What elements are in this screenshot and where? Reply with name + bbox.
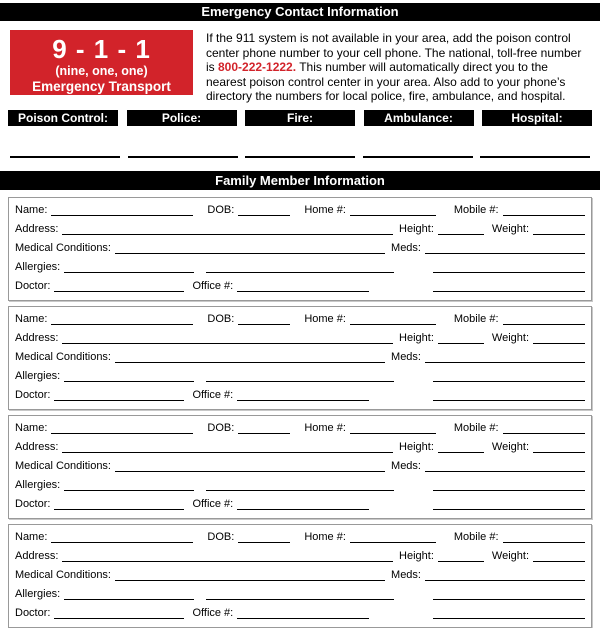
meds-label: Meds: [391, 459, 421, 472]
member-row-medical [15, 348, 585, 367]
family-member-block [8, 524, 592, 628]
member-row-name [15, 528, 585, 547]
mobile-number-field-line[interactable] [503, 324, 585, 325]
row-spacer [369, 386, 429, 405]
office-number-label: Office #: [192, 388, 234, 401]
allergies-label: Allergies: [15, 260, 61, 273]
meds-continuation-line-2[interactable] [433, 400, 585, 401]
mobile-number-label: Mobile #: [453, 530, 499, 543]
medical-conditions-field-line[interactable] [115, 362, 385, 363]
member-row-medical [15, 239, 585, 258]
family-member-block [8, 306, 592, 410]
member-row-medical [15, 457, 585, 476]
poison-note-text-after: This number will automatically direct you to the nearest poison control center in your area. Also add to your phone’s directory the numbers for local police, fire, ambulance, and hospital. [206, 60, 566, 104]
office-number-field-line[interactable] [237, 618, 369, 619]
height-field-line[interactable] [438, 561, 484, 562]
weight-field-line[interactable] [533, 234, 585, 235]
dob-field-line[interactable] [238, 215, 290, 216]
allergies-continuation-line[interactable] [206, 490, 394, 491]
member-row-allergies [15, 585, 585, 604]
contact-label-hospital: Hospital: [482, 110, 592, 126]
poison-note-text-before: If the 911 system is not available in your area, add the poison control center phone number to your cell phone. The national, toll-free number is [206, 31, 582, 75]
row-spacer [394, 585, 429, 604]
member-row-medical [15, 566, 585, 585]
family-members-list [8, 197, 592, 628]
poison-control-note [206, 31, 590, 104]
name-label: Name: [15, 312, 48, 325]
meds-label: Meds: [391, 568, 421, 581]
home-number-label: Home #: [304, 421, 346, 434]
meds-continuation-line-2[interactable] [433, 509, 585, 510]
allergies-field-line[interactable] [64, 490, 194, 491]
row-spacer [394, 367, 429, 386]
home-number-label: Home #: [304, 530, 346, 543]
name-label: Name: [15, 530, 48, 543]
home-number-field-line[interactable] [350, 324, 436, 325]
member-row-allergies [15, 258, 585, 277]
address-field-line[interactable] [62, 452, 393, 453]
home-number-label: Home #: [304, 203, 346, 216]
medical-conditions-label: Medical Conditions: [15, 350, 111, 363]
dob-label: DOB: [207, 312, 235, 325]
member-row-doctor [15, 604, 585, 623]
home-number-field-line[interactable] [350, 542, 436, 543]
badge-911-number: 9 - 1 - 1 [52, 34, 151, 64]
office-number-label: Office #: [192, 606, 234, 619]
intro-section [10, 30, 590, 110]
office-number-label: Office #: [192, 279, 234, 292]
hospital-blank-line[interactable] [480, 156, 590, 158]
office-number-field-line[interactable] [237, 291, 369, 292]
member-row-address [15, 438, 585, 457]
allergies-label: Allergies: [15, 587, 61, 600]
address-field-line[interactable] [62, 561, 393, 562]
contact-label-poison-control: Poison Control: [8, 110, 118, 126]
mobile-number-label: Mobile #: [453, 203, 499, 216]
row-spacer [394, 476, 429, 495]
allergies-label: Allergies: [15, 478, 61, 491]
mobile-number-label: Mobile #: [453, 421, 499, 434]
medical-conditions-field-line[interactable] [115, 253, 385, 254]
contact-label-ambulance: Ambulance: [364, 110, 474, 126]
meds-continuation-line-1[interactable] [433, 381, 585, 382]
allergies-continuation-line[interactable] [206, 381, 394, 382]
member-row-name [15, 310, 585, 329]
doctor-label: Doctor: [15, 388, 51, 401]
medical-conditions-field-line[interactable] [115, 471, 385, 472]
dob-label: DOB: [207, 530, 235, 543]
height-field-line[interactable] [438, 343, 484, 344]
meds-continuation-line-1[interactable] [433, 272, 585, 273]
home-number-field-line[interactable] [350, 433, 436, 434]
office-number-field-line[interactable] [237, 400, 369, 401]
meds-continuation-line-2[interactable] [433, 291, 585, 292]
address-label: Address: [15, 331, 59, 344]
height-field-line[interactable] [438, 452, 484, 453]
allergies-field-line[interactable] [64, 272, 194, 273]
name-field-line[interactable] [51, 542, 193, 543]
address-field-line[interactable] [62, 234, 393, 235]
meds-field-line[interactable] [425, 362, 585, 363]
medical-conditions-label: Medical Conditions: [15, 568, 111, 581]
dob-field-line[interactable] [238, 324, 290, 325]
meds-continuation-line-2[interactable] [433, 618, 585, 619]
meds-field-line[interactable] [425, 580, 585, 581]
meds-continuation-line-1[interactable] [433, 599, 585, 600]
allergies-label: Allergies: [15, 369, 61, 382]
doctor-field-line[interactable] [54, 400, 184, 401]
name-field-line[interactable] [51, 324, 193, 325]
name-label: Name: [15, 203, 48, 216]
emergency-contact-lines-row [10, 156, 590, 158]
height-label: Height: [399, 549, 434, 562]
weight-label: Weight: [491, 549, 529, 562]
allergies-continuation-line[interactable] [206, 599, 394, 600]
emergency-contact-labels-row [8, 110, 592, 126]
poison-phone-number: 800-222-1222. [218, 60, 297, 75]
dob-label: DOB: [207, 203, 235, 216]
address-field-line[interactable] [62, 343, 393, 344]
contact-label-fire: Fire: [245, 110, 355, 126]
height-label: Height: [399, 440, 434, 453]
doctor-label: Doctor: [15, 279, 51, 292]
meds-continuation-line-1[interactable] [433, 490, 585, 491]
meds-label: Meds: [391, 350, 421, 363]
member-row-doctor [15, 495, 585, 514]
mobile-number-field-line[interactable] [503, 542, 585, 543]
office-number-label: Office #: [192, 497, 234, 510]
weight-field-line[interactable] [533, 343, 585, 344]
fire-blank-line[interactable] [245, 156, 355, 158]
doctor-field-line[interactable] [54, 509, 184, 510]
allergies-field-line[interactable] [64, 599, 194, 600]
member-row-address [15, 329, 585, 348]
address-label: Address: [15, 440, 59, 453]
home-number-field-line[interactable] [350, 215, 436, 216]
meds-field-line[interactable] [425, 253, 585, 254]
dob-field-line[interactable] [238, 433, 290, 434]
address-label: Address: [15, 222, 59, 235]
contact-label-police: Police: [127, 110, 237, 126]
family-member-block [8, 197, 592, 301]
medical-conditions-field-line[interactable] [115, 580, 385, 581]
emergency-section-header: Emergency Contact Information [0, 3, 600, 21]
address-label: Address: [15, 549, 59, 562]
ambulance-blank-line[interactable] [363, 156, 473, 158]
mobile-number-field-line[interactable] [503, 433, 585, 434]
badge-911-caption: Emergency Transport System [32, 79, 171, 110]
doctor-label: Doctor: [15, 606, 51, 619]
doctor-label: Doctor: [15, 497, 51, 510]
member-row-name [15, 419, 585, 438]
weight-label: Weight: [491, 440, 529, 453]
meds-field-line[interactable] [425, 471, 585, 472]
member-row-address [15, 547, 585, 566]
family-member-block [8, 415, 592, 519]
family-section-header: Family Member Information [0, 171, 600, 190]
weight-label: Weight: [491, 222, 529, 235]
badge-911-subtitle: (nine, one, one) [55, 64, 148, 78]
member-row-address [15, 220, 585, 239]
weight-label: Weight: [491, 331, 529, 344]
name-field-line[interactable] [51, 215, 193, 216]
height-label: Height: [399, 331, 434, 344]
home-number-label: Home #: [304, 312, 346, 325]
member-row-name [15, 201, 585, 220]
member-row-doctor [15, 386, 585, 405]
emergency-911-badge [10, 30, 193, 110]
row-spacer [369, 277, 429, 296]
weight-field-line[interactable] [533, 452, 585, 453]
doctor-field-line[interactable] [54, 291, 184, 292]
dob-field-line[interactable] [238, 542, 290, 543]
meds-label: Meds: [391, 241, 421, 254]
medical-conditions-label: Medical Conditions: [15, 241, 111, 254]
row-spacer [369, 495, 429, 514]
name-label: Name: [15, 421, 48, 434]
name-field-line[interactable] [51, 433, 193, 434]
allergies-continuation-line[interactable] [206, 272, 394, 273]
row-spacer [369, 604, 429, 623]
allergies-field-line[interactable] [64, 381, 194, 382]
mobile-number-field-line[interactable] [503, 215, 585, 216]
mobile-number-label: Mobile #: [453, 312, 499, 325]
police-blank-line[interactable] [128, 156, 238, 158]
member-row-allergies [15, 476, 585, 495]
member-row-allergies [15, 367, 585, 386]
medical-conditions-label: Medical Conditions: [15, 459, 111, 472]
dob-label: DOB: [207, 421, 235, 434]
office-number-field-line[interactable] [237, 509, 369, 510]
weight-field-line[interactable] [533, 561, 585, 562]
member-row-doctor [15, 277, 585, 296]
poison-control-blank-line[interactable] [10, 156, 120, 158]
height-field-line[interactable] [438, 234, 484, 235]
row-spacer [394, 258, 429, 277]
doctor-field-line[interactable] [54, 618, 184, 619]
height-label: Height: [399, 222, 434, 235]
